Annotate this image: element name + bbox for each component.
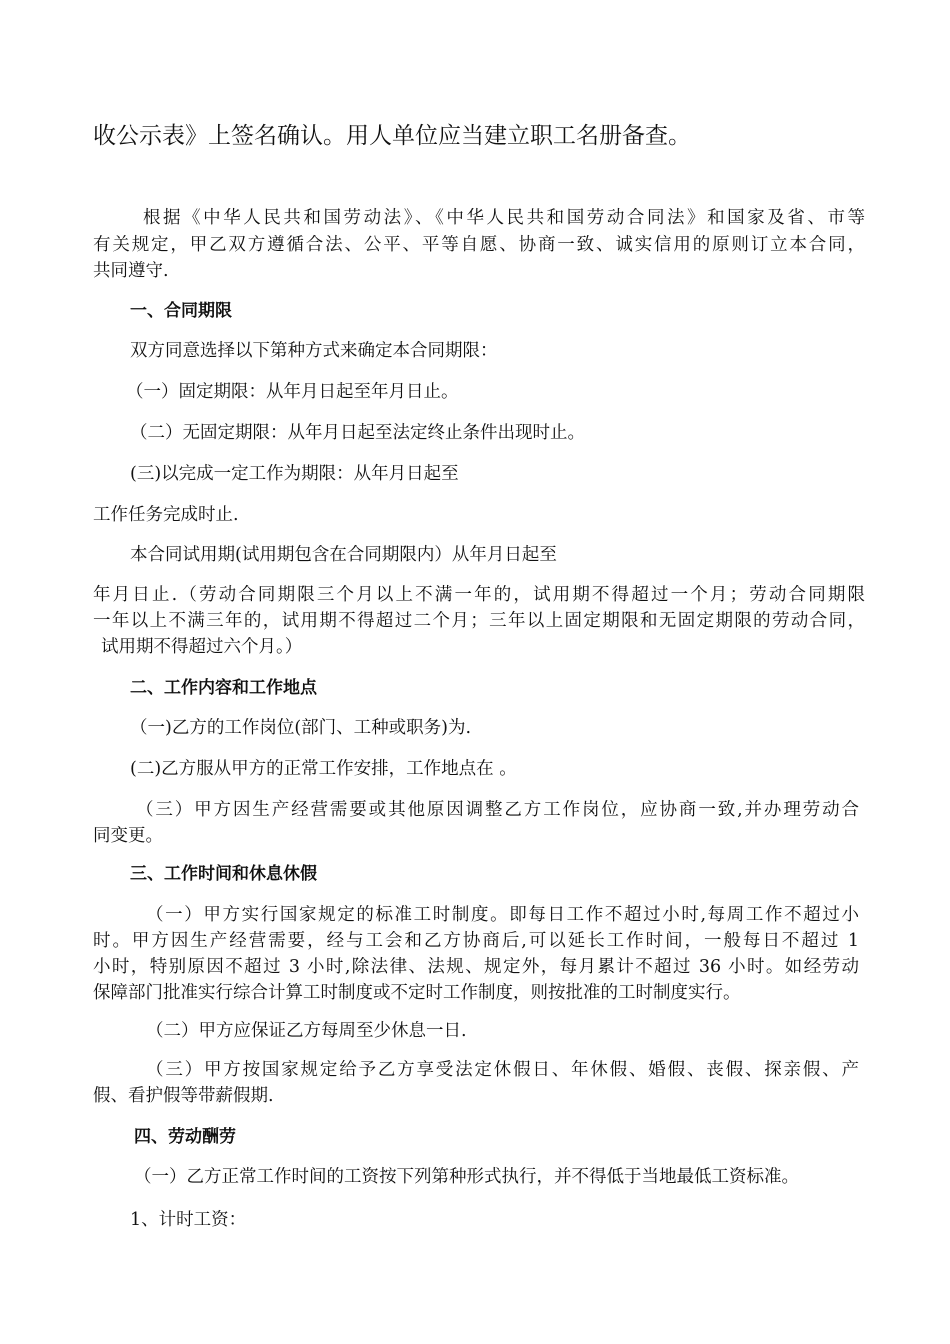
hours-line-2: 时。甲方因生产经营需要，经与工会和乙方协商后,可以延长工作时间，一般每日不超过 1 bbox=[93, 931, 859, 951]
section-heading-hours: 三、工作时间和休息休假 bbox=[130, 864, 317, 884]
adjust-line-1: （三）甲方因生产经营需要或其他原因调整乙方工作岗位，应协商一致,并办理劳动合 bbox=[136, 800, 859, 820]
probation-line: 本合同试用期(试用期包含在合同期限内）从年月日起至 bbox=[130, 545, 557, 565]
open-term-line: （二）无固定期限：从年月日起至法定终止条件出现时止。 bbox=[130, 423, 585, 443]
location-line: (二)乙方服从甲方的正常工作安排，工作地点在 。 bbox=[130, 759, 517, 779]
section-heading-work: 二、工作内容和工作地点 bbox=[130, 678, 317, 698]
probation-note-line-3: 试用期不得超过六个月。） bbox=[101, 637, 303, 657]
intro-line-2: 有关规定，甲乙双方遵循合法、公平、平等自愿、协商一致、诚实信用的原则订立本合同， bbox=[93, 235, 865, 255]
probation-note-line-1: 年月日止.（劳动合同期限三个月以上不满一年的，试用期不得超过一个月；劳动合同期限 bbox=[93, 585, 865, 605]
position-line: （一)乙方的工作岗位(部门、工种或职务)为. bbox=[130, 718, 472, 738]
adjust-line-2: 同变更。 bbox=[93, 826, 163, 846]
hours-line-3: 小时，特别原因不超过 3 小时,除法律、法规、规定外，每月累计不超过 36 小时。如经劳动 bbox=[93, 957, 859, 977]
section-heading-term: 一、合同期限 bbox=[130, 301, 232, 321]
hours-line-1: （一）甲方实行国家规定的标准工时制度。即每日工作不超过小时,每周工作不超过小 bbox=[146, 905, 859, 925]
task-complete-line: 工作任务完成时止. bbox=[93, 505, 239, 525]
wage-form-line: （一）乙方正常工作时间的工资按下列第种形式执行，并不得低于当地最低工资标准。 bbox=[134, 1167, 799, 1187]
term-choice-line: 双方同意选择以下第种方式来确定本合同期限： bbox=[130, 341, 498, 361]
weekly-rest-line: （二）甲方应保证乙方每周至少休息一日. bbox=[146, 1021, 467, 1041]
task-term-line: (三)以完成一定工作为期限：从年月日起至 bbox=[130, 464, 459, 484]
leave-line-2: 假、看护假等带薪假期. bbox=[93, 1086, 274, 1106]
fixed-term-line: （一）固定期限：从年月日起至年月日止。 bbox=[126, 382, 459, 402]
leave-line-1: （三）甲方按国家规定给予乙方享受法定休假日、年休假、婚假、丧假、探亲假、产 bbox=[146, 1060, 859, 1080]
top-line: 收公示表》上签名确认。用人单位应当建立职工名册备查。 bbox=[93, 123, 691, 149]
section-heading-pay: 四、劳动酬劳 bbox=[134, 1127, 236, 1147]
intro-line-1: 根据《中华人民共和国劳动法》、《中华人民共和国劳动合同法》和国家及省、市等 bbox=[143, 208, 865, 228]
hourly-wage-line: 1、计时工资： bbox=[130, 1210, 247, 1230]
intro-line-3: 共同遵守. bbox=[93, 261, 169, 281]
probation-note-line-2: 一年以上不满三年的，试用期不得超过二个月；三年以上固定期限和无固定期限的劳动合同， bbox=[93, 611, 865, 631]
hours-line-4: 保障部门批准实行综合计算工时制度或不定时工作制度，则按批准的工时制度实行。 bbox=[93, 983, 741, 1003]
